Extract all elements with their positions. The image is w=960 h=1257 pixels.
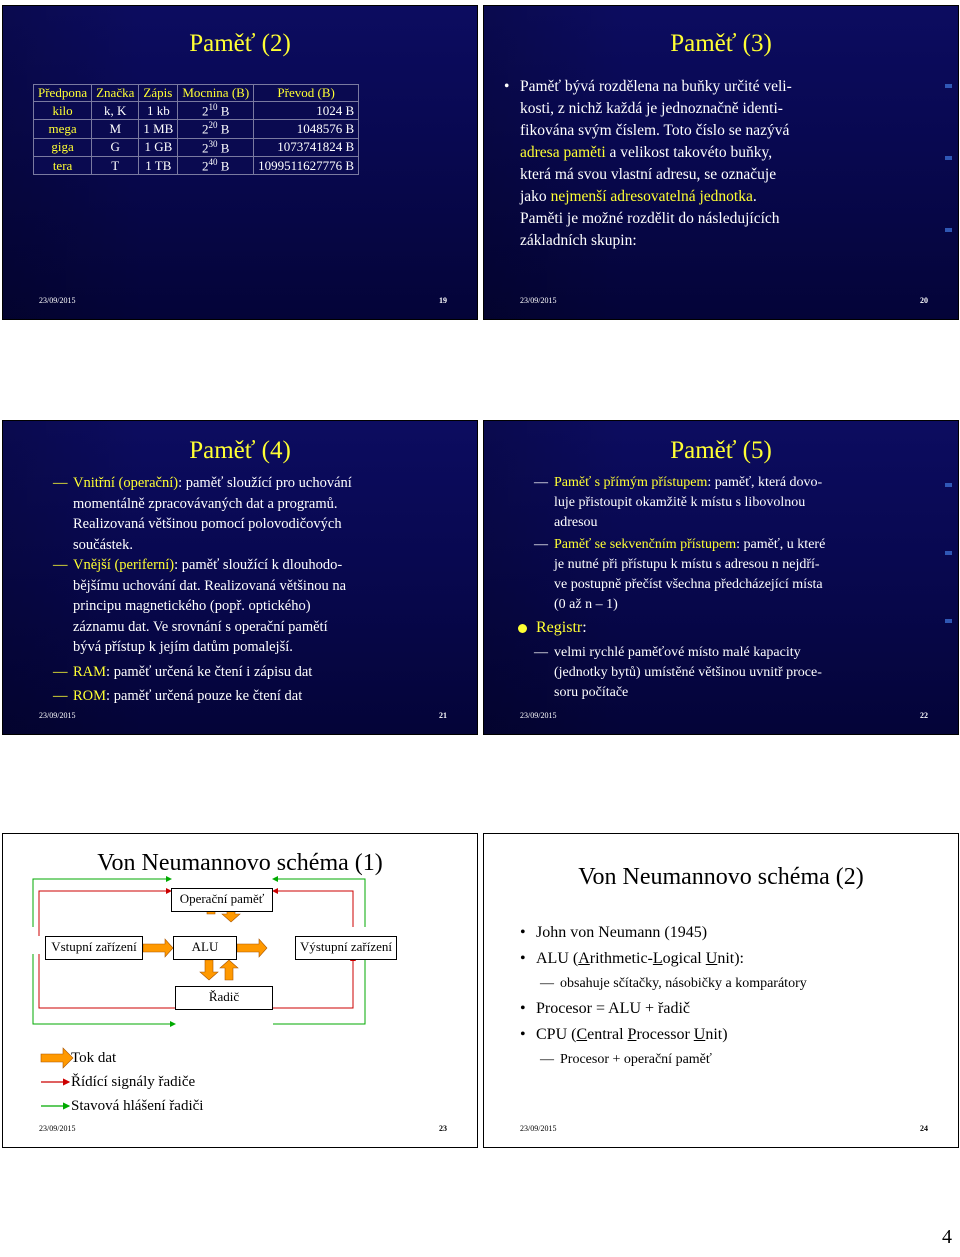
text-line: adresa paměti a velikost takovéto buňky,: [520, 144, 773, 161]
slide-number: 23: [439, 1124, 447, 1133]
slide-body: [534, 643, 944, 703]
slide-title: Paměť (2): [189, 30, 291, 57]
text-line: bějšímu uchování dat. Realizovaná většinou na: [73, 577, 347, 594]
text-line: adresou: [554, 515, 598, 530]
text-line: záznamu dat. Ve srovnání s operační pamětí: [73, 618, 328, 635]
table-row: [34, 120, 359, 138]
slide-21: [2, 420, 478, 735]
slide-title: Von Neumannovo schéma (1): [97, 850, 383, 876]
cell: giga: [34, 138, 92, 156]
slide-title: Von Neumannovo schéma (2): [578, 864, 864, 890]
slide-number: 24: [920, 1124, 928, 1133]
text-line: základních skupin:: [520, 232, 637, 249]
list-item: Registr:: [518, 617, 587, 639]
list-item: — Procesor + operační paměť: [540, 1048, 938, 1072]
decoration: [945, 551, 952, 555]
header-cell: Mocnina (B): [178, 85, 254, 102]
text-line: kosti, z nichž každá je jednoznačně identi-: [520, 100, 783, 117]
slide-body: [518, 920, 938, 1072]
text-line: • Paměť bývá rozdělena na buňky určité veli-: [520, 78, 792, 95]
slide-title: Paměť (4): [189, 437, 291, 464]
table-header-row: [34, 85, 359, 102]
legend-data-label: Tok dat: [71, 1050, 117, 1066]
cell: mega: [34, 120, 92, 138]
text-line: Realizovaná většinou pomocí polovodičových: [73, 516, 342, 532]
text-line: luje přistoupit okamžitě k místu s libovolnou: [554, 495, 806, 510]
cell: $2^{20}$ B: [178, 120, 254, 138]
slide-body: [502, 76, 942, 252]
cell: 1048576 B: [254, 120, 359, 138]
cell: M: [92, 120, 139, 138]
text-line: — velmi rychlé paměťové místo malé kapacity: [554, 645, 801, 660]
slide-date: 23/09/2015: [520, 711, 557, 720]
decoration: [945, 228, 952, 232]
decoration: [945, 483, 952, 487]
slide-date: 23/09/2015: [39, 711, 76, 720]
cell: 1073741824 B: [254, 138, 359, 156]
alu-box: ALU: [173, 936, 237, 960]
text-line: momentálně zpracovávaných dat a programů.: [73, 495, 338, 512]
list-item: [534, 473, 944, 533]
text-line: — Paměť se sekvenčním přístupem: paměť, u které: [554, 537, 826, 552]
list-item: • John von Neumann (1945): [518, 920, 938, 946]
cell: 1024 B: [254, 102, 359, 120]
list-item: • Procesor = ALU + řadič: [518, 996, 938, 1022]
slide-22: [483, 420, 959, 735]
output-box: Výstupní zařízení: [295, 936, 397, 960]
header-cell: Předpona: [34, 85, 92, 102]
header-cell: Zápis: [139, 85, 178, 102]
text-line: soru počítače: [554, 685, 629, 700]
cell: G: [92, 138, 139, 156]
text-line: — Paměť s přímým přístupem: paměť, která dovo-: [554, 475, 823, 490]
slide-number: 20: [920, 296, 928, 305]
text-line: — Vnitřní (operační): paměť sloužící pro uchování: [73, 475, 352, 491]
slide-title: Paměť (5): [670, 437, 772, 464]
text-line: jako nejmenší adresovatelná jednotka.: [520, 188, 757, 205]
text-line: — Vnější (periferní): paměť sloužící k dlouhodo-: [73, 557, 343, 573]
cell: $2^{30}$ B: [178, 138, 254, 156]
slide-number: 22: [920, 711, 928, 720]
decoration: [945, 619, 952, 623]
slide-date: 23/09/2015: [520, 1124, 557, 1133]
cell: kilo: [34, 102, 92, 120]
list-item: [53, 555, 463, 658]
table-row: [34, 102, 359, 120]
slide-24: [483, 833, 959, 1148]
cell: tera: [34, 156, 92, 174]
text-line: (jednotky bytů) umístěné většinou uvnitř proce-: [554, 665, 822, 680]
list-item: [53, 662, 463, 683]
cell: $2^{40}$ B: [178, 156, 254, 174]
cell: $2^{10}$ B: [178, 102, 254, 120]
text-line: ve postupně přečíst všechna předcházející místa: [554, 577, 823, 592]
cell: 1099511627776 B: [254, 156, 359, 174]
slide-title: Paměť (3): [670, 30, 772, 57]
list-item: [534, 535, 944, 615]
data-arrows: [41, 900, 267, 1068]
slide-date: 23/09/2015: [39, 296, 76, 305]
list-item: [53, 473, 463, 555]
text-line: fikována svým číslem. Toto číslo se nazývá: [520, 122, 790, 139]
units-table: [33, 84, 359, 175]
memory-box: Operační paměť: [171, 888, 273, 912]
decoration: [945, 84, 952, 88]
list-item: • ALU (Arithmetic-Logical Unit):: [518, 946, 938, 972]
text-line: bývá přístup k jejím datům pomalejší.: [73, 639, 293, 655]
slide-number: 21: [439, 711, 447, 720]
slide-19: [2, 5, 478, 320]
slide-date: 23/09/2015: [520, 296, 557, 305]
table-row: [34, 138, 359, 156]
text-line: — ROM: paměť určená pouze ke čtení dat: [73, 688, 303, 704]
text-line: která má svou vlastní adresu, se označuje: [520, 166, 777, 183]
list-item: • CPU (Central Processor Unit): [518, 1022, 938, 1048]
slide-date: 23/09/2015: [39, 1124, 76, 1133]
cell: k, K: [92, 102, 139, 120]
slide-body: [534, 473, 944, 615]
input-box: Vstupní zařízení: [45, 936, 143, 960]
text-line: je nutné při přístupu k místu s adresou n nejdří-: [554, 557, 820, 572]
page-number: 4: [942, 1226, 952, 1248]
bullet-item: [502, 76, 942, 252]
cell: 1 MB: [139, 120, 178, 138]
header-cell: Převod (B): [254, 85, 359, 102]
text-line: součástek.: [73, 536, 133, 553]
cell: 1 TB: [139, 156, 178, 174]
list-item: [534, 643, 944, 703]
legend-status-label: Stavová hlášení řadiči: [71, 1098, 204, 1114]
list-item: [53, 686, 463, 707]
legend-control-label: Řídící signály řadiče: [71, 1074, 196, 1090]
text-line: (0 až n – 1): [554, 597, 618, 612]
table-row: [34, 156, 359, 174]
list-item: — obsahuje sčítačky, násobičky a komparátory: [540, 972, 938, 996]
cell: 1 GB: [139, 138, 178, 156]
cell: 1 kb: [139, 102, 178, 120]
slide-23: [2, 833, 478, 1148]
controller-box: Řadič: [175, 986, 273, 1010]
text-line: principu magnetického (popř. optického): [73, 598, 311, 614]
legend-lines: [41, 1082, 69, 1106]
slide-number: 19: [439, 296, 447, 305]
text-line: Paměti je možné rozdělit do následujících: [520, 210, 780, 227]
slide-20: [483, 5, 959, 320]
header-cell: Značka: [92, 85, 139, 102]
cell: T: [92, 156, 139, 174]
text-line: — RAM: paměť určená ke čtení i zápisu dat: [73, 663, 313, 680]
slide-body: [53, 473, 463, 707]
decoration: [945, 156, 952, 160]
